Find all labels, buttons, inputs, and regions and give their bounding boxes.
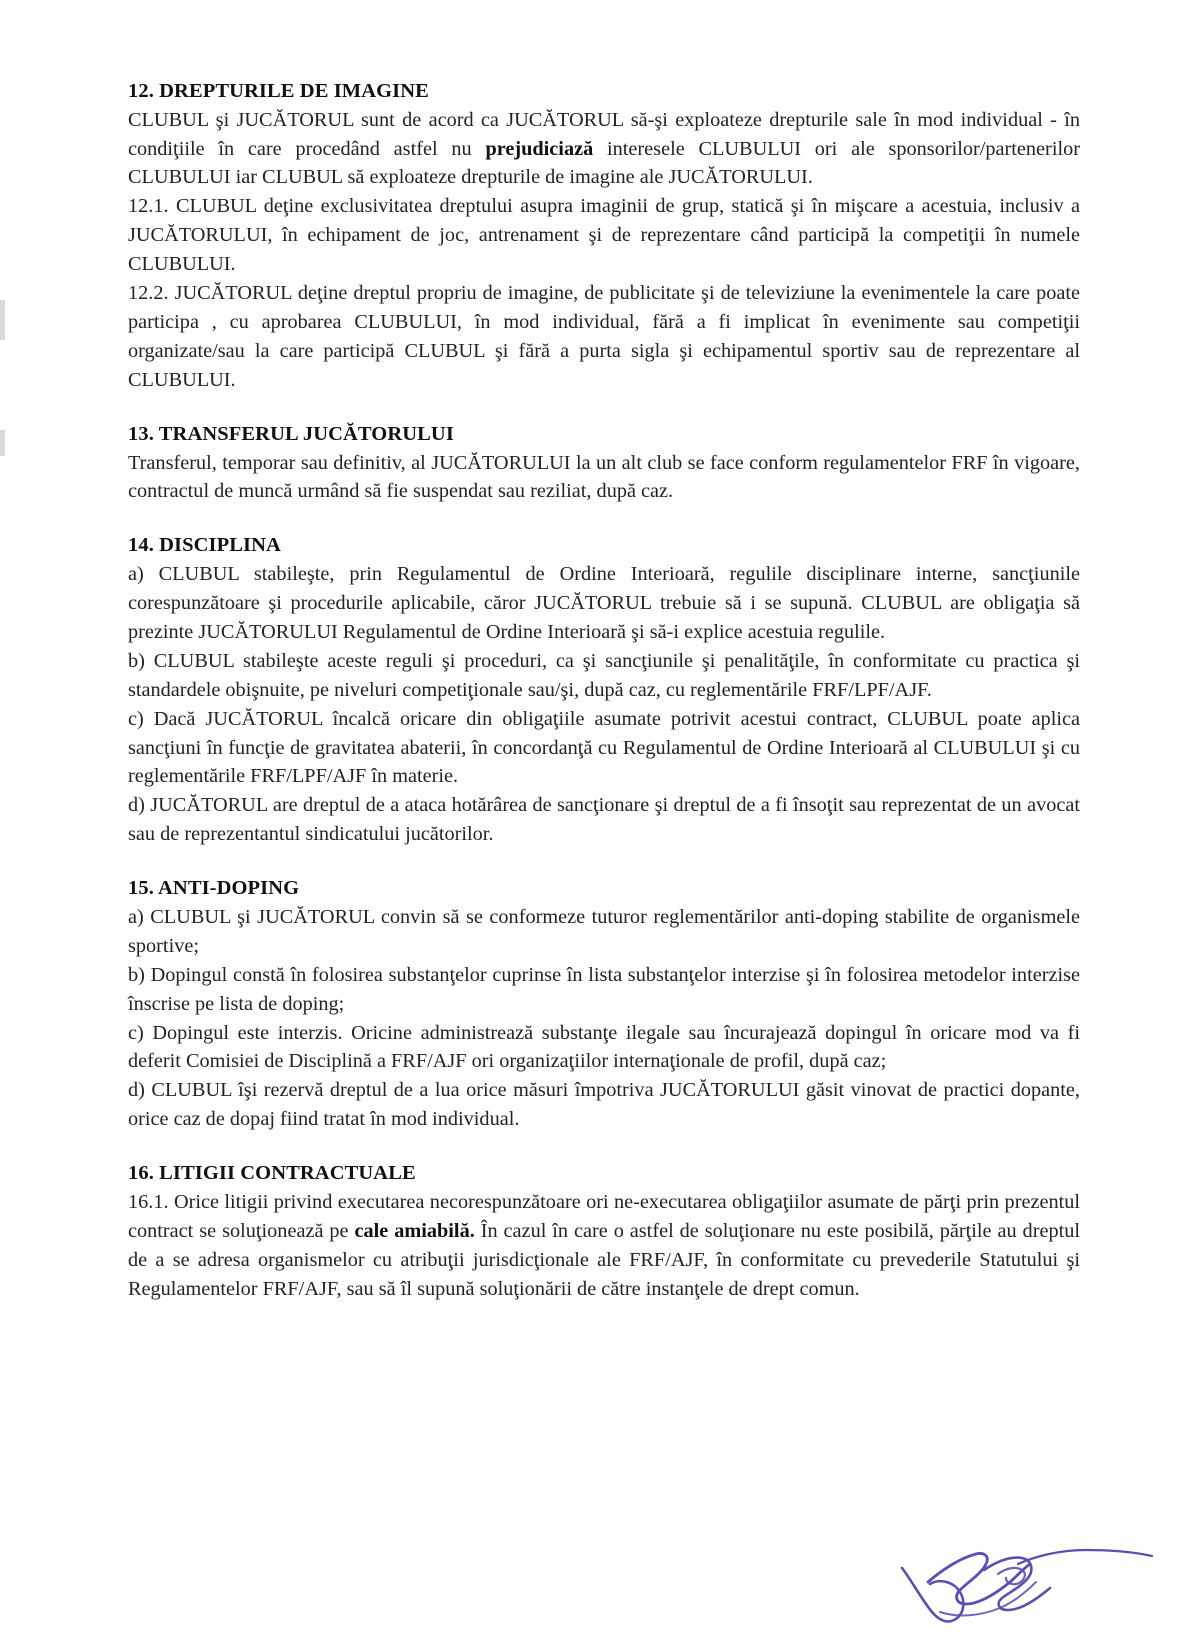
body-text: b) CLUBUL stabileşte aceste reguli şi proceduri, ca şi sancţiunile şi penalităţile, în conformitate cu practica şi standardele obişnuite, pe niveluri competiţionale sau/şi, după caz, cu reglementările FRF/LPF/AJF.	[128, 649, 1080, 701]
body-text: d) CLUBUL îşi rezervă dreptul de a lua orice măsuri împotriva JUCĂTORULUI găsit vinovat de practici dopante, orice caz de dopaj fiind tratat în mod individual.	[128, 1079, 1080, 1131]
document-section	[128, 78, 1080, 395]
paragraph	[128, 705, 1080, 792]
paragraph	[128, 1188, 1080, 1304]
paragraph	[128, 192, 1080, 279]
signature-stroke	[880, 1516, 1160, 1636]
document-body	[128, 78, 1080, 1304]
body-text: c) Dopingul este interzis. Oricine administrează substanţe ilegale sau încurajează dopingul în oricare mod va fi deferit Comisiei de Disciplină a FRF/AJF ori organizaţiilor internaţionale de profil, după caz;	[128, 1021, 1080, 1073]
paragraph	[128, 903, 1080, 961]
paragraph	[128, 106, 1080, 193]
document-section	[128, 875, 1080, 1134]
section-heading: 14. DISCIPLINA	[128, 534, 281, 557]
body-text: d) JUCĂTORUL are dreptul de a ataca hotărârea de sancţionare şi dreptul de a fi însoţit sau reprezentat de un avocat sau de reprezentantul sindicatului jucătorilor.	[128, 794, 1080, 846]
paragraph	[128, 1076, 1080, 1134]
emphasis-text: cale amiabilă.	[354, 1219, 475, 1242]
paragraph	[128, 647, 1080, 705]
document-section	[128, 1160, 1080, 1303]
paragraph	[128, 1019, 1080, 1077]
body-text: c) Dacă JUCĂTORUL încalcă oricare din obligaţiile asumate potrivit acestui contract, CLUBUL poate aplica sancţiuni în funcţie de gravitatea abaterii, în concordanţă cu Regulamentul de Ordine Interioară al CLUBULUI şi cu reglementările FRF/LPF/AJF în materie.	[128, 707, 1080, 788]
scan-edge-mark	[0, 300, 5, 340]
body-text: 12.1. CLUBUL deţine exclusivitatea dreptului asupra imaginii de grup, statică şi în mişcare a acestuia, inclusiv a JUCĂTORULUI, în echipament de joc, antrenament şi de reprezentare când participă la competiţii în numele CLUBULUI.	[128, 195, 1080, 276]
paragraph	[128, 449, 1080, 507]
emphasis-text: prejudiciază	[485, 137, 594, 160]
body-text: CLUBUL şi JUCĂTORUL sunt de acord ca JUCĂTORUL să-şi exploateze drepturile sale în mod individual - în condiţiile în care procedând astfel nu	[128, 108, 1080, 160]
section-heading: 15. ANTI-DOPING	[128, 877, 300, 900]
body-text: interesele CLUBULUI ori ale sponsorilor/partenerilor CLUBULUI iar CLUBUL să exploateze drepturile de imagine ale JUCĂTORULUI.	[128, 137, 1080, 189]
body-text: 16.1. Orice litigii privind executarea necorespunzătoare ori ne-executarea obligaţiilor asumate de părţi prin prezentul contract se soluţionează pe	[128, 1190, 1080, 1242]
paragraph	[128, 560, 1080, 647]
body-text: Transferul, temporar sau definitiv, al JUCĂTORULUI la un alt club se face conform regulamentelor FRF în vigoare, contractul de muncă urmând să fie suspendat sau reziliat, după caz.	[128, 451, 1080, 503]
section-heading: 16. LITIGII CONTRACTUALE	[128, 1162, 416, 1185]
body-text: a) CLUBUL stabileşte, prin Regulamentul de Ordine Interioară, regulile disciplinare interne, sancţiunile corespunzătoare şi procedurile aplicabile, căror JUCĂTORUL trebuie să i se supună. CLUBUL are obligaţia să prezinte JUCĂTORULUI Regulamentul de Ordine Interioară şi să-i explice acestuia regulile.	[128, 562, 1080, 643]
scan-edge-mark	[0, 430, 5, 456]
body-text: b) Dopingul constă în folosirea substanţelor cuprinse în lista substanţelor interzise şi în folosirea metodelor interzise înscrise pe lista de doping;	[128, 963, 1080, 1015]
section-heading: 12. DREPTURILE DE IMAGINE	[128, 80, 429, 102]
section-heading: 13. TRANSFERUL JUCĂTORULUI	[128, 422, 454, 445]
paragraph	[128, 961, 1080, 1019]
signature	[880, 1516, 1160, 1636]
document-section	[128, 532, 1080, 849]
paragraph	[128, 279, 1080, 395]
body-text: 12.2. JUCĂTORUL deţine dreptul propriu de imagine, de publicitate şi de televiziune la evenimentele la care poate participa , cu aprobarea CLUBULUI, în mod individual, fără a fi implicat în evenimente sau competiţii organizate/sau la care participă CLUBUL şi fără a purta sigla şi echipamentul sportiv sau de reprezentare al CLUBULUI.	[128, 282, 1080, 391]
paragraph	[128, 791, 1080, 849]
body-text: În cazul în care o astfel de soluţionare nu este posibilă, părţile au dreptul de a se adresa organismelor cu atribuţii jurisdicţionale ale FRF/AJF, în conformitate cu prevederile Statutului şi Regulamentelor FRF/AJF, sau să îl supună soluţionării de către instanţele de drept comun.	[128, 1219, 1080, 1300]
body-text: a) CLUBUL şi JUCĂTORUL convin să se conformeze tuturor reglementărilor anti-doping stabilite de organismele sportive;	[128, 905, 1080, 957]
document-section	[128, 421, 1080, 506]
